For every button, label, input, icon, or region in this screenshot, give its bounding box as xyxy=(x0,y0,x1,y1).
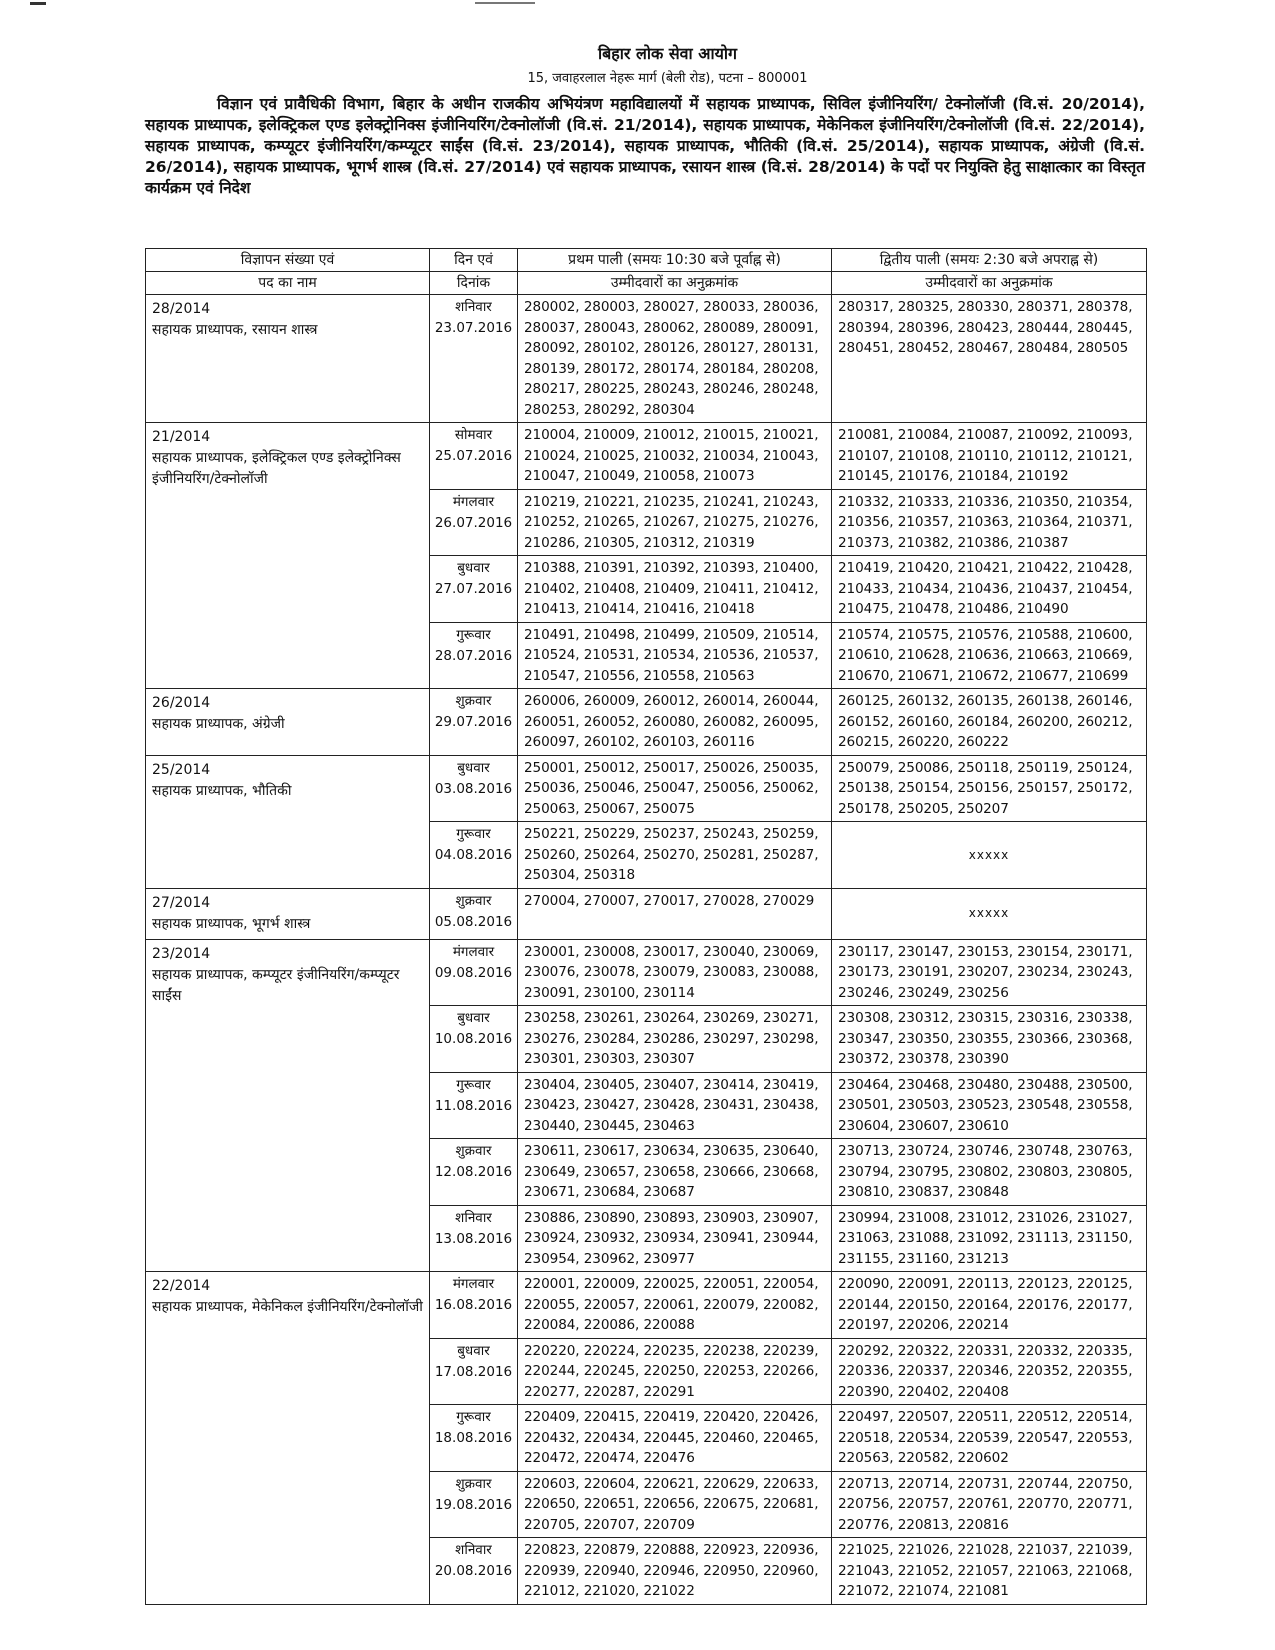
interview-date: 25.07.2016 xyxy=(434,448,513,464)
header-date-sub: दिनांक xyxy=(430,272,518,295)
shift2-roll-numbers: 230713, 230724, 230746, 230748, 230763, 230794, 230795, 230802, 230803, 230805, 230810, 230837, 230848 xyxy=(832,1139,1147,1206)
post-cell xyxy=(146,689,430,756)
interview-date: 28.07.2016 xyxy=(434,647,513,664)
date-cell xyxy=(430,1272,518,1339)
date-cell xyxy=(430,556,518,623)
interview-date: 27.07.2016 xyxy=(434,581,513,597)
schedule-row xyxy=(146,939,1147,1006)
shift2-roll-numbers: 230464, 230468, 230480, 230488, 230500, 230501, 230503, 230523, 230548, 230558, 230604, 230607, 230610 xyxy=(832,1072,1147,1139)
shift1-roll-numbers: 230611, 230617, 230634, 230635, 230640, 230649, 230657, 230658, 230666, 230668, 230671, 230684, 230687 xyxy=(518,1139,832,1206)
interview-date: 20.08.2016 xyxy=(434,1563,513,1579)
schedule-row xyxy=(146,755,1147,822)
post-cell xyxy=(146,888,430,939)
interview-date: 05.08.2016 xyxy=(434,913,513,930)
interview-date: 13.08.2016 xyxy=(434,1230,513,1247)
shift1-roll-numbers: 220220, 220224, 220235, 220238, 220239, 220244, 220245, 220250, 220253, 220266, 220277, 220287, 220291 xyxy=(518,1338,832,1405)
shift2-roll-numbers: 220713, 220714, 220731, 220744, 220750, 220756, 220757, 220761, 220770, 220771, 220776, 220813, 220816 xyxy=(832,1471,1147,1538)
weekday: शुक्रवार xyxy=(455,1475,492,1492)
date-cell xyxy=(430,1072,518,1139)
interview-date: 10.08.2016 xyxy=(434,1031,513,1047)
scan-mark xyxy=(30,2,46,5)
shift2-roll-numbers: 220292, 220322, 220331, 220332, 220335, 220336, 220337, 220346, 220352, 220355, 220390, 220402, 220408 xyxy=(832,1338,1147,1405)
schedule-row xyxy=(146,295,1147,423)
interview-date: 23.07.2016 xyxy=(434,320,513,336)
post-title: सहायक प्राध्यापक, मेकेनिकल इंजीनियरिंग/टेक्नोलॉजी xyxy=(152,1299,423,1315)
scan-mark xyxy=(475,2,535,4)
date-cell xyxy=(430,295,518,423)
advertisement-number: 26/2014 xyxy=(152,695,211,711)
shift2-roll-numbers: 230308, 230312, 230315, 230316, 230338, 230347, 230350, 230355, 230366, 230368, 230372, 230378, 230390 xyxy=(832,1006,1147,1073)
interview-date: 18.08.2016 xyxy=(434,1430,513,1446)
shift2-roll-numbers: 230994, 231008, 231012, 231026, 231027, 231063, 231088, 231092, 231113, 231150, 231155, 231160, 231213 xyxy=(832,1205,1147,1272)
weekday: शुक्रवार xyxy=(455,892,492,909)
advertisement-number: 21/2014 xyxy=(152,429,211,445)
advertisement-number: 27/2014 xyxy=(152,894,211,911)
date-cell xyxy=(430,1205,518,1272)
shift2-roll-numbers: 250079, 250086, 250118, 250119, 250124, 250138, 250154, 250156, 250157, 250172, 250178, 250205, 250207 xyxy=(832,755,1147,822)
weekday: गुरूवार xyxy=(456,1409,491,1425)
organization-address: 15, जवाहरलाल नेहरू मार्ग (बेली रोड), पटना – 800001 xyxy=(527,71,808,86)
post-cell xyxy=(146,755,430,888)
interview-date: 29.07.2016 xyxy=(434,714,513,730)
weekday: शनिवार xyxy=(455,1542,492,1558)
shift1-roll-numbers: 210491, 210498, 210499, 210509, 210514, 210524, 210531, 210534, 210536, 210537, 210547, 210556, 210558, 210563 xyxy=(518,622,832,689)
date-cell xyxy=(430,939,518,1006)
interview-date: 19.08.2016 xyxy=(434,1496,513,1513)
shift2-roll-numbers: 220090, 220091, 220113, 220123, 220125, 220144, 220150, 220164, 220176, 220177, 220197, 220206, 220214 xyxy=(832,1272,1147,1339)
date-cell xyxy=(430,1338,518,1405)
interview-date: 12.08.2016 xyxy=(434,1164,513,1180)
schedule-row xyxy=(146,423,1147,490)
header-shift1-sub: उम्मीदवारों का अनुक्रमांक xyxy=(518,272,832,295)
header-shift2: द्वितीय पाली (समयः 2:30 बजे अपराह्न से) xyxy=(832,249,1147,272)
schedule-body xyxy=(146,295,1147,1605)
shift1-roll-numbers: 250001, 250012, 250017, 250026, 250035, 250036, 250046, 250047, 250056, 250062, 250063, 250067, 250075 xyxy=(518,755,832,822)
shift1-roll-numbers: 210219, 210221, 210235, 210241, 210243, 210252, 210265, 210267, 210275, 210276, 210286, 210305, 210312, 210319 xyxy=(518,489,832,556)
interview-date: 09.08.2016 xyxy=(434,964,513,981)
shift1-roll-numbers: 250221, 250229, 250237, 250243, 250259, 250260, 250264, 250270, 250281, 250287, 250304, 250318 xyxy=(518,822,832,889)
shift2-roll-numbers: 230117, 230147, 230153, 230154, 230171, 230173, 230191, 230207, 230234, 230243, 230246, 230249, 230256 xyxy=(832,939,1147,1006)
shift2-roll-numbers: 210081, 210084, 210087, 210092, 210093, 210107, 210108, 210110, 210112, 210121, 210145, 210176, 210184, 210192 xyxy=(832,423,1147,490)
interview-date: 16.08.2016 xyxy=(434,1297,513,1313)
date-cell xyxy=(430,689,518,756)
date-cell xyxy=(430,755,518,822)
interview-date: 17.08.2016 xyxy=(434,1363,513,1380)
interview-date: 03.08.2016 xyxy=(434,780,513,797)
shift1-roll-numbers: 220409, 220415, 220419, 220420, 220426, 220432, 220434, 220445, 220460, 220465, 220472, 220474, 220476 xyxy=(518,1405,832,1472)
date-cell xyxy=(430,1538,518,1605)
shift1-roll-numbers: 210388, 210391, 210392, 210393, 210400, 210402, 210408, 210409, 210411, 210412, 210413, 210414, 210416, 210418 xyxy=(518,556,832,623)
shift1-roll-numbers: 210004, 210009, 210012, 210015, 210021, 210024, 210025, 210032, 210034, 210043, 210047, 210049, 210058, 210073 xyxy=(518,423,832,490)
date-cell xyxy=(430,423,518,490)
shift1-roll-numbers: 280002, 280003, 280027, 280033, 280036, 280037, 280043, 280062, 280089, 280091, 280092, 280102, 280126, 280127, 280131, 280139, 280172, 280174, 280184, 280208, 280217, 280225, 280243, 280246, 280248, 280253, 280292, 280304 xyxy=(518,295,832,423)
date-cell xyxy=(430,1139,518,1206)
document-header xyxy=(0,42,1275,86)
shift2-roll-numbers: 260125, 260132, 260135, 260138, 260146, 260152, 260160, 260184, 260200, 260212, 260215, 260220, 260222 xyxy=(832,689,1147,756)
date-cell xyxy=(430,888,518,939)
shift2-roll-numbers: 210332, 210333, 210336, 210350, 210354, 210356, 210357, 210363, 210364, 210371, 210373, 210382, 210386, 210387 xyxy=(832,489,1147,556)
interview-date: 04.08.2016 xyxy=(434,847,513,863)
interview-date: 26.07.2016 xyxy=(434,514,513,531)
schedule-row xyxy=(146,888,1147,939)
post-cell xyxy=(146,295,430,423)
post-cell xyxy=(146,939,430,1272)
post-title: सहायक प्राध्यापक, भौतिकी xyxy=(152,782,292,799)
post-title: सहायक प्राध्यापक, अंग्रेजी xyxy=(152,716,285,732)
schedule-row xyxy=(146,689,1147,756)
date-cell xyxy=(430,622,518,689)
shift2-roll-numbers: 210419, 210420, 210421, 210422, 210428, 210433, 210434, 210436, 210437, 210454, 210475, 210478, 210486, 210490 xyxy=(832,556,1147,623)
shift2-roll-numbers: 210574, 210575, 210576, 210588, 210600, 210610, 210628, 210636, 210663, 210669, 210670, 210671, 210672, 210677, 210699 xyxy=(832,622,1147,689)
weekday: मंगलवार xyxy=(452,1276,495,1292)
date-cell xyxy=(430,489,518,556)
header-date: दिन एवं xyxy=(430,249,518,272)
shift1-roll-numbers: 230886, 230890, 230893, 230903, 230907, 230924, 230932, 230934, 230941, 230944, 230954, 230962, 230977 xyxy=(518,1205,832,1272)
shift1-roll-numbers: 260006, 260009, 260012, 260014, 260044, 260051, 260052, 260080, 260082, 260095, 260097, 260102, 260103, 260116 xyxy=(518,689,832,756)
post-title: सहायक प्राध्यापक, रसायन शास्त्र xyxy=(152,322,318,338)
schedule-row xyxy=(146,1272,1147,1339)
advertisement-number: 25/2014 xyxy=(152,761,211,778)
weekday: गुरूवार xyxy=(456,626,491,643)
post-title: सहायक प्राध्यापक, भूगर्भ शास्त्र xyxy=(152,915,311,932)
weekday: सोमवार xyxy=(454,427,493,443)
organization-name: बिहार लोक सेवा आयोग xyxy=(597,44,738,63)
weekday: शनिवार xyxy=(455,299,492,315)
weekday: बुधवार xyxy=(457,560,490,576)
shift2-roll-numbers: xxxxx xyxy=(832,822,1147,889)
weekday: गुरूवार xyxy=(456,826,491,842)
weekday: गुरूवार xyxy=(456,1076,491,1093)
shift1-roll-numbers: 230001, 230008, 230017, 230040, 230069, 230076, 230078, 230079, 230083, 230088, 230091, 230100, 230114 xyxy=(518,939,832,1006)
weekday: मंगलवार xyxy=(452,943,495,960)
interview-schedule-table xyxy=(145,248,1147,1605)
interview-date: 11.08.2016 xyxy=(434,1097,513,1114)
header-post-sub: पद का नाम xyxy=(146,272,430,295)
shift2-roll-numbers: 280317, 280325, 280330, 280371, 280378, 280394, 280396, 280423, 280444, 280445, 280451, 280452, 280467, 280484, 280505 xyxy=(832,295,1147,423)
shift1-roll-numbers: 270004, 270007, 270017, 270028, 270029 xyxy=(518,888,832,939)
shift1-roll-numbers: 220823, 220879, 220888, 220923, 220936, 220939, 220940, 220946, 220950, 220960, 221012, 221020, 221022 xyxy=(518,1538,832,1605)
shift1-roll-numbers: 220603, 220604, 220621, 220629, 220633, 220650, 220651, 220656, 220675, 220681, 220705, 220707, 220709 xyxy=(518,1471,832,1538)
shift1-roll-numbers: 230404, 230405, 230407, 230414, 230419, 230423, 230427, 230428, 230431, 230438, 230440, 230445, 230463 xyxy=(518,1072,832,1139)
header-row xyxy=(146,249,1147,272)
weekday: शुक्रवार xyxy=(455,693,492,709)
shift1-roll-numbers: 230258, 230261, 230264, 230269, 230271, 230276, 230284, 230286, 230297, 230298, 230301, 230303, 230307 xyxy=(518,1006,832,1073)
date-cell xyxy=(430,1471,518,1538)
date-cell xyxy=(430,822,518,889)
weekday: बुधवार xyxy=(457,1342,490,1359)
post-cell xyxy=(146,1272,430,1605)
weekday: बुधवार xyxy=(457,759,490,776)
post-title: सहायक प्राध्यापक, कम्प्यूटर इंजीनियरिंग/कम्प्यूटर साईंस xyxy=(152,966,400,1004)
advertisement-number: 23/2014 xyxy=(152,945,211,962)
weekday: शनिवार xyxy=(455,1209,492,1226)
advertisement-number: 22/2014 xyxy=(152,1278,211,1294)
header-post: विज्ञापन संख्या एवं xyxy=(146,249,430,272)
post-cell xyxy=(146,423,430,689)
date-cell xyxy=(430,1405,518,1472)
weekday: बुधवार xyxy=(457,1010,490,1026)
post-title: सहायक प्राध्यापक, इलेक्ट्रिकल एण्ड इलेक्ट्रोनिक्स इंजीनियरिंग/टेक्नोलॉजी xyxy=(152,450,401,487)
header-shift1: प्रथम पाली (समयः 10:30 बजे पूर्वाह्न से) xyxy=(518,249,832,272)
advertisement-number: 28/2014 xyxy=(152,301,211,317)
weekday: शुक्रवार xyxy=(455,1143,492,1159)
header-row xyxy=(146,272,1147,295)
weekday: मंगलवार xyxy=(452,493,495,510)
shift2-roll-numbers: xxxxx xyxy=(832,888,1147,939)
notice-intro: विज्ञान एवं प्रावैधिकी विभाग, बिहार के अधीन राजकीय अभियंत्रण महाविद्यालयों में सहायक प्राध्यापक, सिविल इंजीनियरिंग/ टेक्नोलॉजी (वि.सं. 20/2014), सहायक प्राध्यापक, इलेक्ट्रिकल एण्ड इलेक्ट्रोनिक्स इंजीनियरिंग/टेक्नोलॉजी (वि.सं. 21/2014), सहायक प्राध्यापक, मेकेनिकल इंजीनियरिंग/टेक्नोलॉजी (वि.सं. 22/2014), सहायक प्राध्यापक, कम्प्यूटर इंजीनियरिंग/कम्प्यूटर साईंस (वि.सं. 23/2014), सहायक प्राध्यापक, भौतिकी (वि.सं. 25/2014), सहायक प्राध्यापक, अंग्रेजी (वि.सं. 26/2014), सहायक प्राध्यापक, भूगर्भ शास्त्र (वि.सं. 27/2014) एवं सहायक प्राध्यापक, रसायन शास्त्र (वि.सं. 28/2014) के पदों पर नियुक्ति हेतु साक्षात्कार का विस्तृत कार्यक्रम एवं निदेश xyxy=(145,95,1145,197)
shift2-roll-numbers: 220497, 220507, 220511, 220512, 220514, 220518, 220534, 220539, 220547, 220553, 220563, 220582, 220602 xyxy=(832,1405,1147,1472)
shift1-roll-numbers: 220001, 220009, 220025, 220051, 220054, 220055, 220057, 220061, 220079, 220082, 220084, 220086, 220088 xyxy=(518,1272,832,1339)
date-cell xyxy=(430,1006,518,1073)
header-shift2-sub: उम्मीदवारों का अनुक्रमांक xyxy=(832,272,1147,295)
shift2-roll-numbers: 221025, 221026, 221028, 221037, 221039, 221043, 221052, 221057, 221063, 221068, 221072, 221074, 221081 xyxy=(832,1538,1147,1605)
